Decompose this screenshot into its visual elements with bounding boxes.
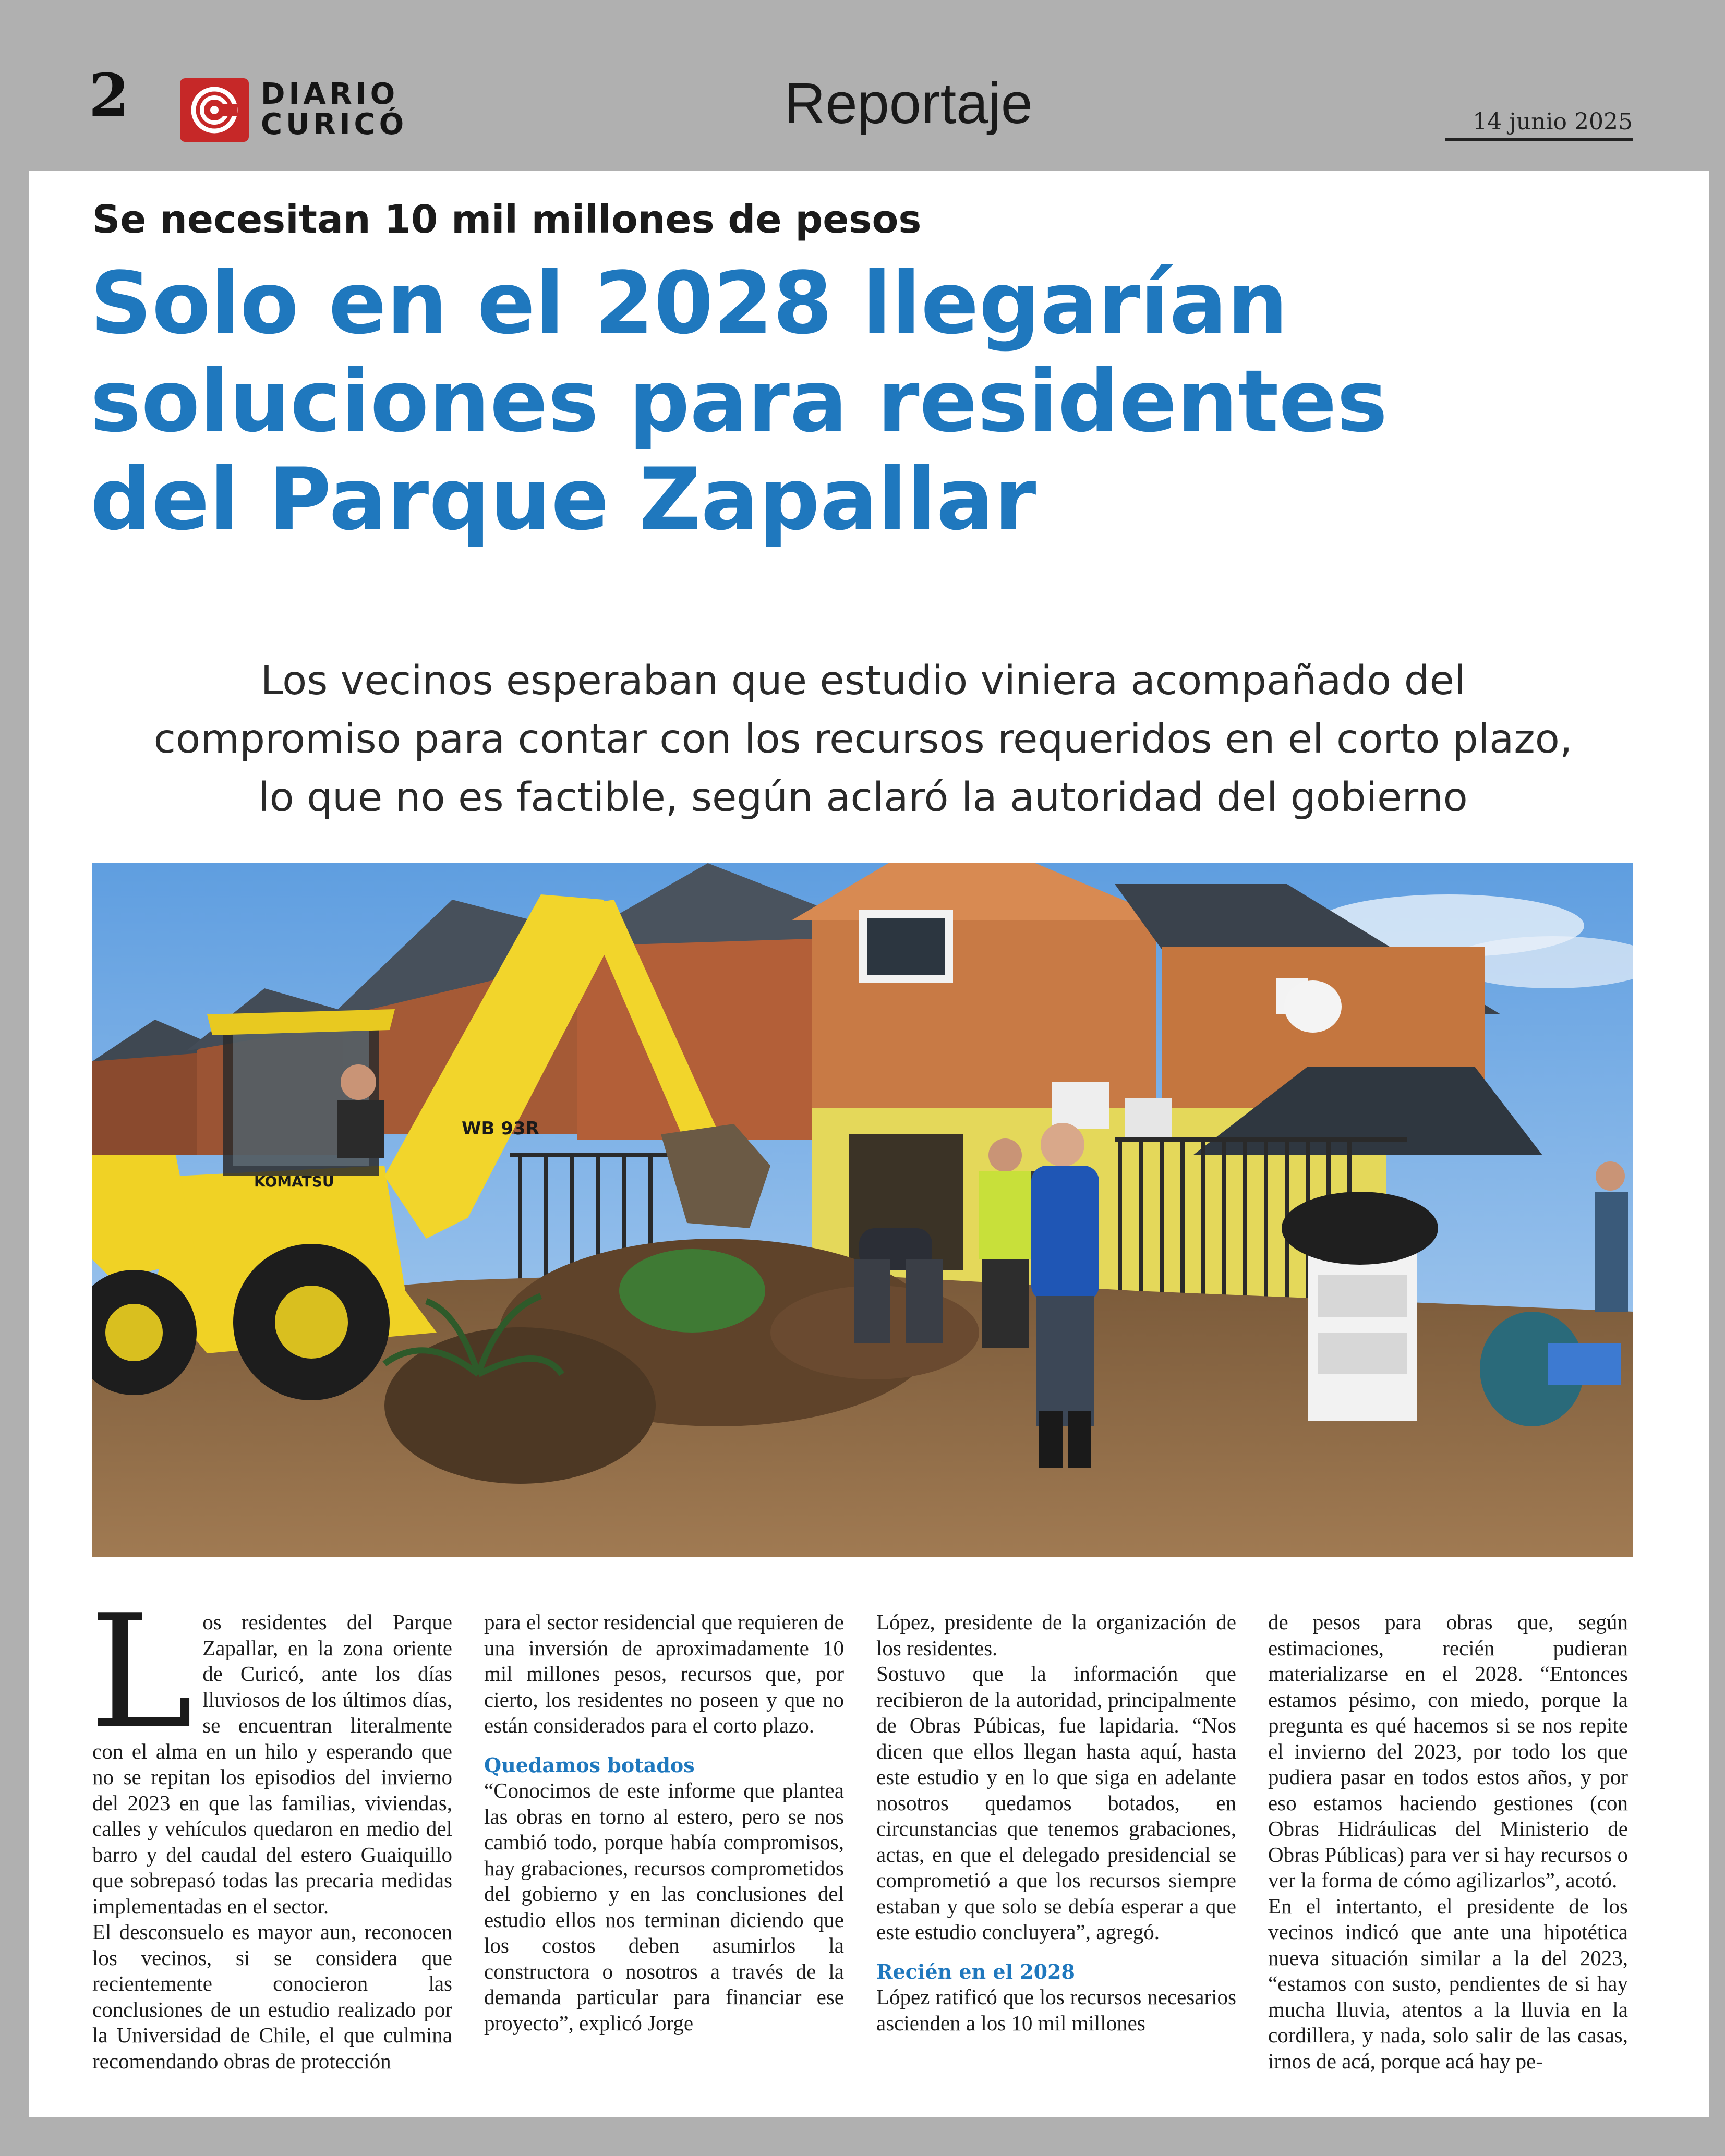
headline-line: Solo en el 2028 llegarían bbox=[90, 253, 1288, 353]
body-paragraph: os residentes del Parque Zapallar, en la zona oriente de Curicó, ante los días lluviosos de los últimos días, se encuentran literalmente con el alma en un hilo y esperando que no se repitan los episodios del invierno del 2023 en que las familias, viviendas, calles y vehículos quedaron en medio del barro y del caudal del estero Guaiquillo que sobrepasó todas las precaria medidas implementadas en el sector. bbox=[92, 1610, 452, 1918]
machine-model-label: WB 93R bbox=[462, 1118, 539, 1139]
section-title: Reportaje bbox=[784, 71, 1033, 136]
body-paragraph: El desconsuelo es mayor aun, reconocen los vecinos, si se considera que recientemente conocieron las conclusiones de un estudio realizado por la Universidad de Chile, el que culmina recomendando obras de protección bbox=[92, 1920, 452, 2073]
headline-line: del Parque Zapallar bbox=[90, 450, 1036, 549]
body-paragraph: de pesos para obras que, según estimaciones, recién pudieran materializarse en el 2028. “Entonces estamos pésimo, con miedo, porque la pregunta es qué hacemos si se nos repite el invierno del 2023, por todo los que pudiera pasar en todos estos años, y por eso estamos haciendo gestiones (con Obras Hidráulicas del Ministerio de Obras Públicas) para ver si hay recursos o ver la forma de cómo agilizarlos”, acotó. bbox=[1268, 1610, 1628, 1892]
deck-line: Los vecinos esperaban que estudio viniera acompañado del bbox=[260, 658, 1466, 704]
article-kicker: Se necesitan 10 mil millones de pesos bbox=[92, 197, 922, 242]
deck-line: lo que no es factible, según aclaró la autoridad del gobierno bbox=[258, 774, 1468, 821]
body-paragraph: López, presidente de la organización de los residentes. bbox=[876, 1610, 1236, 1660]
body-paragraph: López ratificó que los recursos necesarios ascienden a los 10 mil millones bbox=[876, 1985, 1236, 2035]
drop-cap: L bbox=[89, 1581, 194, 1763]
body-paragraph: Sostuvo que la información que recibieron de la autoridad, principalmente de Obras Púbicas, fue lapidaria. “Nos dicen que ellos llegan hasta aquí, hasta este estudio y en lo que siga en adelante nosotros quedamos botados, en circunstancias que tenemos grabaciones, actas, en que el delegado presidencial se comprometió a que los recursos siempre estaban y que solo se debía esperar a que este estudio concluyera”, agregó. bbox=[876, 1662, 1236, 1944]
diario-curico-logo-icon bbox=[180, 78, 249, 142]
body-column-2 bbox=[484, 1609, 844, 2036]
deck-line: compromiso para contar con los recursos requeridos en el corto plazo, bbox=[153, 716, 1573, 762]
subheading: Quedamos botados bbox=[484, 1753, 695, 1777]
machine-brand-label: KOMATSU bbox=[254, 1173, 334, 1190]
article-headline bbox=[90, 255, 1629, 549]
issue-date: 14 junio 2025 bbox=[1445, 108, 1633, 141]
logo-line-1: DIARIO bbox=[261, 77, 399, 111]
masthead bbox=[0, 0, 1725, 167]
body-column-1 bbox=[89, 1581, 452, 2074]
logo-wordmark bbox=[261, 79, 407, 140]
body-paragraph: “Conocimos de este informe que plantea las obras en torno al estero, pero se nos cambió todo, porque había compromisos, hay grabaciones, recursos comprometidos del gobierno y en las conclusiones del estudio ellos nos terminan diciendo que los costos deben asumirlos la constructora o nosotros a través de la demanda particular para financiar ese proyecto”, explicó Jorge bbox=[484, 1778, 844, 2035]
page-number: 2 bbox=[89, 62, 129, 130]
article-page bbox=[29, 171, 1709, 2117]
headline-line: soluciones para residentes bbox=[90, 352, 1388, 451]
body-paragraph: para el sector residencial que requieren de una inversión de aproximadamente 10 mil millones pesos, recursos que, por cierto, los residentes no poseen y que no están considerados para el corto plazo. bbox=[484, 1610, 844, 1737]
article-photo bbox=[92, 863, 1633, 1557]
logo-line-2: CURICÓ bbox=[261, 107, 408, 141]
subheading: Recién en el 2028 bbox=[876, 1959, 1076, 1983]
body-column-3 bbox=[876, 1609, 1236, 2036]
body-paragraph: En el intertanto, el presidente de los vecinos indicó que ante una hipotética nueva situación similar a la del 2023, “estamos con susto, pendientes de si hay mucha lluvia, atentos a la lluvia en la cordillera, y nada, solo salir de las casas, irnos de acá, porque acá hay pe- bbox=[1268, 1894, 1628, 2073]
body-column-4 bbox=[1268, 1609, 1628, 2074]
article-deck bbox=[92, 652, 1634, 827]
